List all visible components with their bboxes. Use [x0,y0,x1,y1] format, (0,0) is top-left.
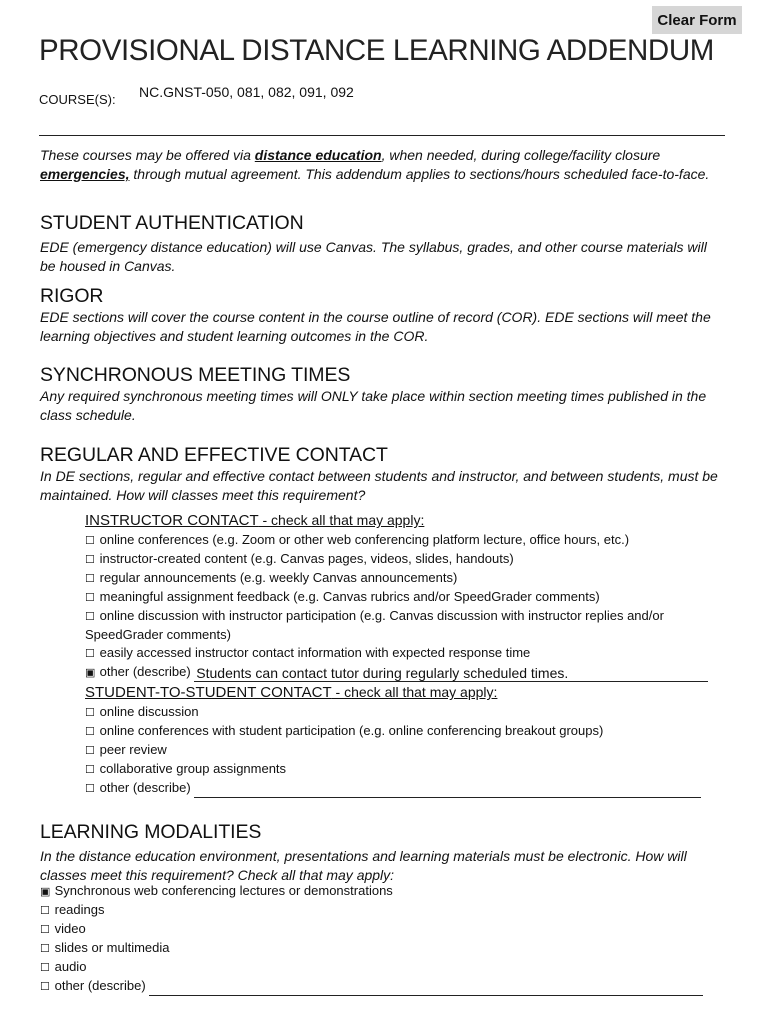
checkbox[interactable]: ☐ [85,707,95,719]
instructor-option [85,644,725,663]
option-label: regular announcements (e.g. weekly Canvas announcements) [96,570,458,585]
option-label: online discussion with instructor participation (e.g. Canvas discussion with instructor replies and/or SpeedGrader comments) [85,608,664,642]
option-label: meaningful assignment feedback (e.g. Canvas rubrics and/or SpeedGrader comments) [96,589,600,604]
checkbox[interactable]: ▣ [85,667,96,679]
checkbox[interactable]: ☐ [85,535,95,547]
heading-synchronous-meeting-times: SYNCHRONOUS MEETING TIMES [40,364,351,386]
instructor-option [85,569,725,588]
authentication-text: EDE (emergency distance education) will use Canvas. The syllabus, grades, and other course materials will be housed in Canvas. [40,239,707,274]
checkbox[interactable]: ☐ [40,943,50,955]
other-label: other (describe) [96,780,195,795]
option-label: slides or multimedia [51,940,170,955]
checkbox[interactable]: ☐ [85,726,95,738]
option-label: online conferences with student participation (e.g. online conferencing breakout groups) [96,723,604,738]
instructor-other-option [85,663,725,682]
synchronous-text: Any required synchronous meeting times will ONLY take place within section meeting times published in the class schedule. [40,388,707,423]
option-label: online discussion [96,704,199,719]
course-field[interactable]: NC.GNST-050, 081, 082, 091, 092 [139,84,354,100]
option-label: readings [51,902,105,917]
modalities-list [40,882,726,996]
student-contact-heading: STUDENT-TO-STUDENT CONTACT - check all that may apply: [85,684,498,701]
other-label: other (describe) [96,664,195,679]
checkbox[interactable]: ☐ [85,554,95,566]
heading-rigor: RIGOR [40,285,104,307]
checkbox[interactable]: ☐ [85,592,95,604]
checkbox[interactable]: ▣ [40,886,51,898]
student-option [85,703,725,722]
intro-paragraph: These courses may be offered via distance education, when needed, during college/facility closure emergencies, through mutual agreement. This addendum applies to sections/hours scheduled face-to-face. [40,147,710,182]
option-label: Synchronous web conferencing lectures or demonstrations [51,883,393,898]
modal-option [40,901,726,920]
modalities-text: In the distance education environment, presentations and learning materials must be electronic. How will classes meet this requirement? Check all that may apply: [40,848,687,883]
divider [39,135,725,136]
checkbox[interactable]: ☐ [40,981,50,993]
option-label: audio [51,959,87,974]
option-label: instructor-created content (e.g. Canvas pages, videos, slides, handouts) [96,551,514,566]
modal-other-option [40,977,726,996]
distance-education-term: distance education [254,147,382,163]
contact-text: In DE sections, regular and effective contact between students and instructor, and between students, must be maintained. How will classes meet this requirement? [40,468,718,503]
option-label: online conferences (e.g. Zoom or other web conferencing platform lecture, office hours, etc.) [96,532,630,547]
student-option [85,722,725,741]
student-option [85,741,725,760]
emergencies-term: emergencies, [40,166,130,182]
option-label: video [51,921,86,936]
checkbox[interactable]: ☐ [85,573,95,585]
option-label: collaborative group assignments [96,761,287,776]
instructor-contact-list [85,531,725,682]
modal-option [40,939,726,958]
option-label: peer review [96,742,167,757]
other-label: other (describe) [51,978,150,993]
option-label: easily accessed instructor contact information with expected response time [96,645,531,660]
heading-regular-effective-contact: REGULAR AND EFFECTIVE CONTACT [40,444,388,466]
student-contact-list [85,703,725,798]
instructor-contact-heading: INSTRUCTOR CONTACT - check all that may apply: [85,512,425,529]
heading-learning-modalities: LEARNING MODALITIES [40,821,262,843]
instructor-option [85,550,725,569]
other-describe-field[interactable] [149,980,703,996]
modal-option [40,920,726,939]
checkbox[interactable]: ☐ [85,648,95,660]
checkbox[interactable]: ☐ [40,924,50,936]
instructor-option [85,607,725,644]
course-label: COURSE(S): [39,92,116,107]
checkbox[interactable]: ☐ [85,745,95,757]
checkbox[interactable]: ☐ [85,764,95,776]
checkbox[interactable]: ☐ [85,611,95,623]
modal-option [40,958,726,977]
checkbox[interactable]: ☐ [40,905,50,917]
rigor-text: EDE sections will cover the course content in the course outline of record (COR). EDE sections will meet the learning objectives and student learning outcomes in the COR. [40,309,711,344]
modal-option [40,882,726,901]
instructor-option [85,531,725,550]
checkbox[interactable]: ☐ [85,783,95,795]
clear-form-button[interactable]: Clear Form [652,6,742,34]
student-other-option [85,779,725,798]
other-describe-field[interactable]: Students can contact tutor during regularly scheduled times. [194,666,708,682]
student-option [85,760,725,779]
heading-student-authentication: STUDENT AUTHENTICATION [40,212,304,234]
instructor-option [85,588,725,607]
other-describe-field[interactable] [194,782,701,798]
page-title: PROVISIONAL DISTANCE LEARNING ADDENDUM [39,34,714,67]
checkbox[interactable]: ☐ [40,962,50,974]
